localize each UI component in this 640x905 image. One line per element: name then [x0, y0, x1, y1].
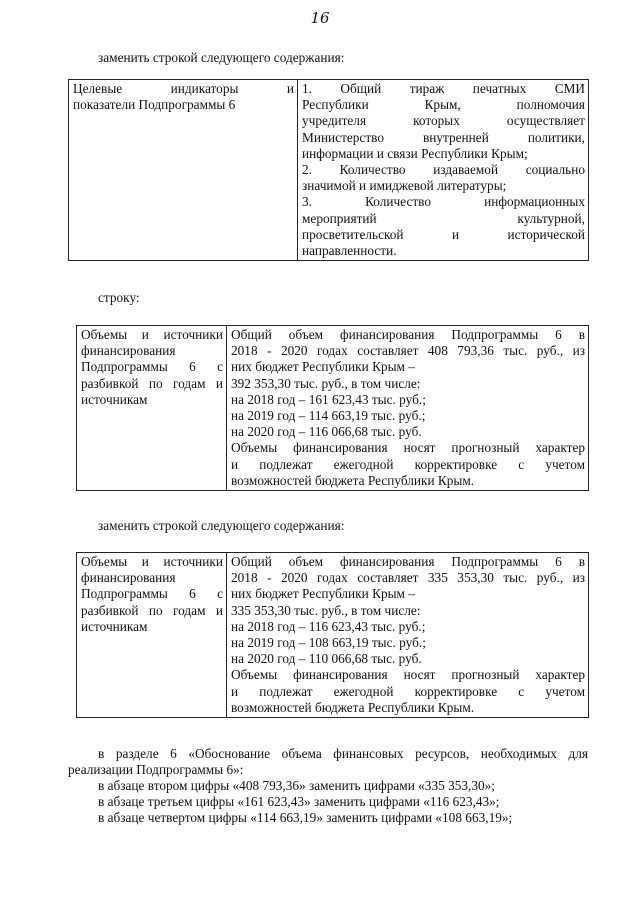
table-cell-line: возможностей бюджета Республики Крым. — [231, 472, 475, 488]
table3-right-cell — [227, 553, 589, 718]
table-cell-line: возможностей бюджета Республики Крым. — [231, 699, 475, 715]
table-cell-line: Объемы финансирования носят прогнозный характер — [231, 667, 585, 683]
table-cell-line: направленности. — [302, 243, 397, 259]
table-cell-line: просветительской и исторической — [302, 226, 585, 242]
table-cell-line: мероприятий культурной, — [302, 210, 585, 226]
table-cell-line: Объемы и источники — [81, 327, 223, 342]
table-cell-line: разбивкой по годам и — [81, 602, 223, 618]
table-financing-old — [76, 325, 589, 491]
table-cell-line: источникам — [81, 391, 148, 407]
table-cell-line: и подлежат ежегодной корректировке с учетом — [231, 683, 585, 699]
intro-replace-1: заменить строкой следующего содержания: — [98, 50, 345, 65]
table-cell-line: на 2020 год – 110 066,68 тыс. руб. — [231, 651, 422, 667]
table-cell-line: источникам — [81, 618, 148, 634]
table-cell-line: на 2018 год – 116 623,43 тыс. руб.; — [231, 618, 426, 634]
table-cell-line: на 2019 год – 108 663,19 тыс. руб.; — [231, 635, 426, 651]
table-cell-line: Подпрограммы 6 с — [81, 359, 223, 375]
section6-line-3: в абзаце втором цифры «408 793,36» заменить цифрами «335 353,30»; — [98, 778, 495, 793]
table-cell-line: значимой и имиджевой литературы; — [302, 178, 507, 194]
table-cell-line: Общий объем финансирования Подпрограммы 6 в — [231, 554, 585, 569]
table-cell-line: показатели Подпрограммы 6 — [73, 97, 236, 113]
table-cell-line: Республики Крым, полномочия — [302, 97, 585, 113]
table-cell-line: финансирования — [81, 343, 176, 359]
table-cell-line: учредителя которых осуществляет — [302, 113, 585, 129]
page-number: 16 — [310, 9, 330, 27]
intro-row: строку: — [98, 290, 140, 305]
table-cell-line: 392 353,30 тыс. руб., в том числе: — [231, 375, 421, 391]
table-cell-line: информации и связи Республики Крым; — [302, 145, 528, 161]
table-row — [77, 553, 589, 718]
section6-line-4: в абзаце третьем цифры «161 623,43» заменить цифрами «116 623,43»; — [98, 794, 500, 809]
table-target-indicators — [68, 79, 589, 261]
table-cell-line: 335 353,30 тыс. руб., в том числе: — [231, 602, 421, 618]
table-row — [77, 326, 589, 491]
table-cell-line: 3. Количество информационных — [302, 194, 585, 210]
table-financing-new — [76, 552, 589, 718]
table-cell-line: и подлежат ежегодной корректировке с учетом — [231, 456, 585, 472]
table1-right-cell — [298, 80, 589, 261]
table-cell-line: 2018 - 2020 годах составляет 408 793,36 тыс. руб., из — [231, 343, 585, 359]
table-cell-line: на 2019 год – 114 663,19 тыс. руб.; — [231, 408, 426, 424]
table-cell-line: Общий объем финансирования Подпрограммы 6 в — [231, 327, 585, 342]
table-cell-line: 1. Общий тираж печатных СМИ — [302, 81, 585, 96]
section6-line-5: в абзаце четвертом цифры «114 663,19» заменить цифрами «108 663,19»; — [98, 810, 513, 825]
table-cell-line: Объемы финансирования носят прогнозный характер — [231, 440, 585, 456]
table-cell-line: 2018 - 2020 годах составляет 335 353,30 тыс. руб., из — [231, 570, 585, 586]
table-cell-line: 2. Количество издаваемой социально — [302, 162, 585, 178]
table-cell-line: них бюджет Республики Крым – — [231, 359, 415, 375]
table-cell-line: Подпрограммы 6 с — [81, 586, 223, 602]
table-cell-line: Министерство внутренней политики, — [302, 129, 585, 145]
table-cell-line: финансирования — [81, 570, 176, 586]
section6-line-2: реализации Подпрограммы 6»: — [68, 762, 244, 777]
table-cell-line: разбивкой по годам и — [81, 375, 223, 391]
table1-left-cell — [69, 80, 298, 261]
table3-left-cell — [77, 553, 227, 718]
table-cell-line: на 2018 год – 161 623,43 тыс. руб.; — [231, 391, 426, 407]
table-cell-line: на 2020 год – 116 066,68 тыс. руб. — [231, 424, 422, 440]
section6-amendments — [68, 746, 588, 826]
table-cell-line: Целевые индикаторы и — [73, 81, 294, 96]
table-row — [69, 80, 589, 261]
section6-line-1: в разделе 6 «Обоснование объема финансовых ресурсов, необходимых для — [98, 746, 588, 761]
intro-replace-2: заменить строкой следующего содержания: — [98, 518, 345, 533]
table-cell-line: Объемы и источники — [81, 554, 223, 569]
table-cell-line: них бюджет Республики Крым – — [231, 586, 415, 602]
table2-left-cell — [77, 326, 227, 491]
table2-right-cell — [227, 326, 589, 491]
